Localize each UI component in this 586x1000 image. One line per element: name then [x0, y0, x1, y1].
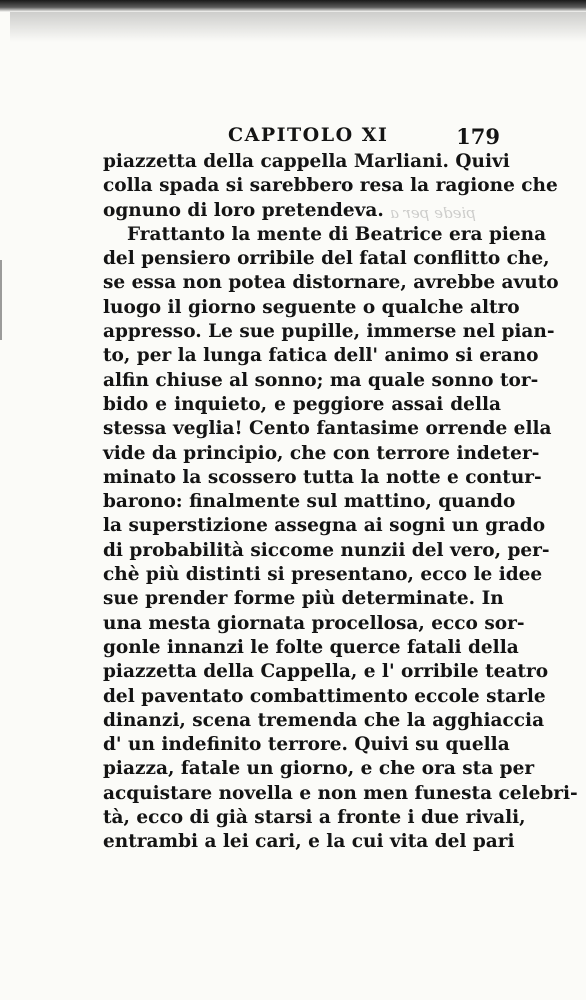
text-line: Frattanto la mente di Beatrice era piena [127, 223, 547, 245]
page-top-shadow [10, 12, 586, 42]
text-line: la superstizione assegna ai sogni un grado [103, 515, 546, 537]
text-line: piazzetta della cappella Marliani. Quivi [103, 151, 510, 172]
text-line: piazza, fatale un giorno, e che ora sta per [103, 758, 535, 780]
text-line: chè più distinti si presentano, ecco le idee [103, 564, 543, 586]
text-line: entrambi a lei cari, e la cui vita del pari [103, 831, 515, 853]
text-line: del paventato combattimento eccole starle [103, 685, 546, 707]
text-line: alfin chiuse al sonno; ma quale sonno tor- [103, 369, 539, 391]
text-line: tà, ecco di già starsi a fronte i due rivali, [103, 807, 526, 829]
text-line: stessa veglia! Cento fantasime orrende ella [103, 418, 552, 440]
text-line: dinanzi, scena tremenda che la agghiaccia [103, 709, 545, 731]
text-line: una mesta giornata procellosa, ecco sor- [103, 612, 525, 634]
bleed-through-text: piede per a [390, 204, 476, 222]
text-line: to, per la lunga fatica dell' animo si erano [103, 345, 539, 367]
text-line: vide da principio, che con terrore indeter- [103, 442, 540, 464]
page-number: 179 [456, 124, 500, 149]
text-line: colla spada si sarebbero resa la ragione che [103, 175, 558, 197]
text-line: luogo il giorno seguente o qualche altro [103, 296, 520, 318]
text-line: bido e inquieto, e peggiore assai della [103, 393, 501, 415]
page-top-edge [0, 0, 586, 12]
text-line: sue prender forme più determinate. In [103, 588, 504, 610]
text-line: d' un indefinito terrore. Quivi su quella [103, 734, 510, 756]
text-line: minato la scossero tutta la notte e contur- [103, 466, 542, 488]
chapter-title: CAPITOLO XI [228, 124, 389, 146]
text-line: acquistare novella e non men funesta celebri- [103, 782, 578, 804]
margin-mark [0, 260, 26, 340]
text-line: appresso. Le sue pupille, immerse nel pian- [103, 321, 555, 343]
text-line: di probabilità siccome nunzii del vero, per- [103, 539, 550, 561]
text-line: se essa non potea distornare, avrebbe avuto [103, 272, 559, 294]
text-line: gonle innanzi le folte querce fatali della [103, 636, 519, 658]
body-text [103, 150, 578, 855]
text-line: piazzetta della Cappella, e l' orribile teatro [103, 661, 549, 683]
text-line: ognuno di loro pretendeva. [103, 199, 384, 221]
text-line: barono: finalmente sul mattino, quando [103, 491, 516, 513]
text-line: del pensiero orribile del fatal conflitto che, [103, 248, 550, 270]
